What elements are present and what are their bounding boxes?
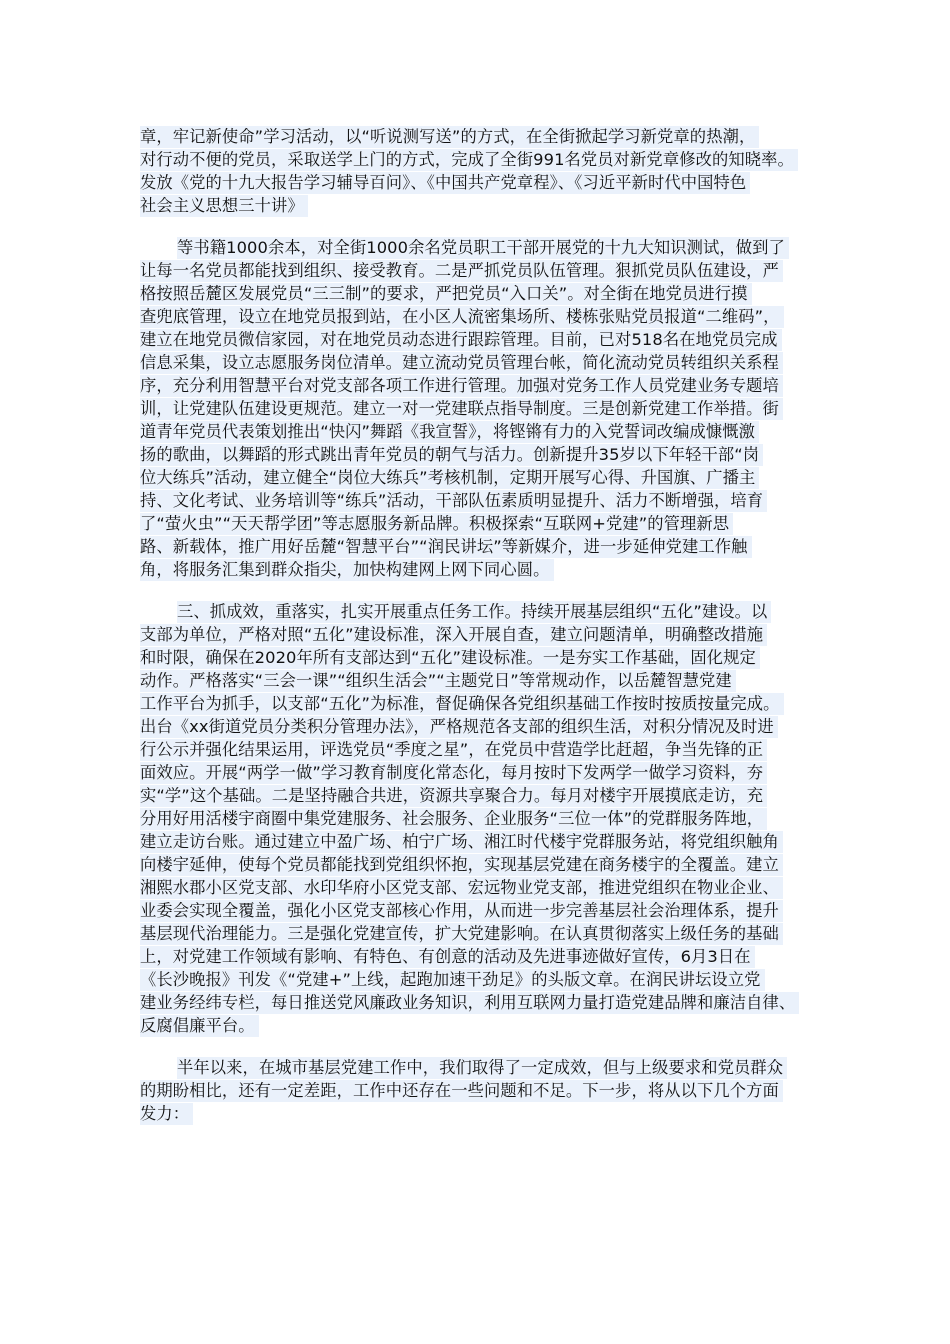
text-line: 发放《党的十九大报告学习辅导百问》、《中国共产党章程》、《习近平新时代中国特色 (140, 172, 750, 194)
text-line: 面效应。开展“两学一做”学习教育制度化常态化，每月按时下发两学一做学习资料，夯 (140, 762, 767, 784)
text-line: 业委会实现全覆盖，强化小区党支部核心作用，从而进一步完善基层社会治理体系，提升 (140, 900, 783, 922)
text-line: 半年以来，在城市基层党建工作中，我们取得了一定成效，但与上级要求和党员群众 (177, 1057, 787, 1079)
text-line: 位大练兵”活动，建立健全“岗位大练兵”考核机制，定期开展写心得、升国旗、广播主 (140, 467, 759, 489)
text-line: 《长沙晚报》刊发《“党建+”上线，起跑加速干劲足》的头版文章。在润民讲坛设立党 (140, 969, 765, 991)
text-line: 信息采集，设立志愿服务岗位清单。建立流动党员管理台帐，简化流动党员转组织关系程 (140, 352, 783, 374)
text-line: 行公示并强化结果运用，评选党员“季度之星”，在党员中营造学比赶超，争当先锋的正 (140, 739, 767, 761)
text-line: 序，充分利用智慧平台对党支部各项工作进行管理。加强对党务工作人员党建业务专题培 (140, 375, 783, 397)
document-page (140, 126, 820, 1145)
text-line: 发力： (140, 1103, 193, 1125)
text-line: 对行动不便的党员，采取送学上门的方式，完成了全街991名党员对新党章修改的知晓率。 (140, 149, 798, 171)
text-line: 三、抓成效，重落实，扎实开展重点任务工作。持续开展基层组织“五化”建设。以 (177, 601, 771, 623)
text-line: 角，将服务汇集到群众指尖，加快构建网上网下同心圆。 (140, 559, 554, 581)
text-line: 湘熙水郡小区党支部、水印华府小区党支部、宏远物业党支部，推进党组织在物业企业、 (140, 877, 783, 899)
text-line: 工作平台为抓手，以支部“五化”为标准，督促确保各党组织基础工作按时按质按量完成。 (140, 693, 784, 715)
text-line: 让每一名党员都能找到组织、接受教育。二是严抓党员队伍管理。狠抓党员队伍建设，严 (140, 260, 783, 282)
text-line: 章，牢记新使命”学习活动，以“听说测写送”的方式，在全街掀起学习新党章的热潮， (140, 126, 759, 148)
text-line: 出台《xx街道党员分类积分管理办法》，严格规范各支部的组织生活，对积分情况及时进 (140, 716, 778, 738)
text-line: 路、新载体，推广用好岳麓“智慧平台”“润民讲坛”等新媒介，进一步延伸党建工作触 (140, 536, 752, 558)
text-line: 实“学”这个基础。二是坚持融合共进，资源共享聚合力。每月对楼宇开展摸底走访，充 (140, 785, 767, 807)
text-line: 和时限，确保在2020年所有支部达到“五化”建设标准。一是夯实工作基础，固化规定 (140, 647, 760, 669)
text-line: 查兜底管理，设立在地党员报到站，在小区人流密集场所、楼栋张贴党员报道“二维码”， (140, 306, 784, 328)
text-line: 的期盼相比，还有一定差距，工作中还存在一些问题和不足。下一步，将从以下几个方面 (140, 1080, 783, 1102)
text-line: 建立走访台账。通过建立中盈广场、柏宁广场、湘江时代楼宇党群服务站，将党组织触角 (140, 831, 783, 853)
paragraph-1 (140, 126, 820, 217)
text-line: 等书籍1000余本，对全街1000余名党员职工干部开展党的十九大知识测试，做到了 (177, 237, 789, 259)
text-line: 动作。严格落实“三会一课”“组织生活会”“主题党日”等常规动作，以岳麓智慧党建 (140, 670, 736, 692)
text-line: 建业务经纬专栏，每日推送党风廉政业务知识，利用互联网力量打造党建品牌和廉洁自律、 (140, 992, 799, 1014)
text-line: 持、文化考试、业务培训等“练兵”活动，干部队伍素质明显提升、活力不断增强，培育 (140, 490, 767, 512)
text-line: 分用好用活楼宇商圈中集党建服务、社会服务、企业服务“三位一体”的党群服务阵地， (140, 808, 767, 830)
text-line: 支部为单位，严格对照“五化”建设标准，深入开展自查，建立问题清单，明确整改措施 (140, 624, 767, 646)
text-line: 扬的歌曲，以舞蹈的形式跳出青年党员的朝气与活力。创新提升35岁以下年轻干部“岗 (140, 444, 763, 466)
text-line: 格按照岳麓区发展党员“三三制”的要求，严把党员“入口关”。对全街在地党员进行摸 (140, 283, 752, 305)
paragraph-2 (140, 237, 820, 581)
text-line: 上，对党建工作领域有影响、有特色、有创意的活动及先进事迹做好宣传，6月3日在 (140, 946, 755, 968)
text-line: 训，让党建队伍建设更规范。建立一对一党建联点指导制度。三是创新党建工作举措。街 (140, 398, 783, 420)
text-line: 建立在地党员微信家园，对在地党员动态进行跟踪管理。目前，已对518名在地党员完成 (140, 329, 782, 351)
text-line: 基层现代治理能力。三是强化党建宣传，扩大党建影响。在认真贯彻落实上级任务的基础 (140, 923, 783, 945)
text-line: 了“萤火虫”“天天帮学团”等志愿服务新品牌。积极探索“互联网+党建”的管理新思 (140, 513, 733, 535)
paragraph-4 (140, 1057, 820, 1125)
text-line: 社会主义思想三十讲》 (140, 195, 308, 217)
text-line: 反腐倡廉平台。 (140, 1015, 259, 1037)
text-line: 向楼宇延伸，使每个党员都能找到党组织怀抱，实现基层党建在商务楼宇的全覆盖。建立 (140, 854, 783, 876)
paragraph-3 (140, 601, 820, 1037)
text-line: 道青年党员代表策划推出“快闪”舞蹈《我宣誓》，将铿锵有力的入党誓词改编成慷慨激 (140, 421, 759, 443)
